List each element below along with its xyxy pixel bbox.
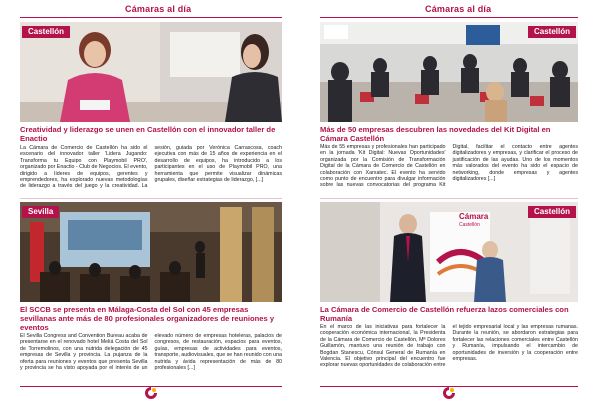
article-divider: [320, 198, 578, 199]
article-photo: [20, 22, 282, 122]
header-rule: [20, 17, 282, 18]
article-photo: [320, 202, 578, 302]
article-rumania[interactable]: [320, 202, 578, 382]
camara-logo-icon: [144, 386, 158, 400]
section-title: Cámaras al día: [125, 4, 192, 14]
article-body: Más de 55 empresas y profesionales han participado en la jornada 'Kit Digital: Nuevas Oportunidades' organizada por la Comisión de Transformación Digital de la Cámara de Comercio de Castellón en colaboración con Xarxatec. El evento ha servido como punto de encuentro para divulgar información sobre las nuevas convocatorias del programa Kit Digital, facilitar el contacto entre agentes digitalizadores y empresas, y clarificar el proceso de justificación de las ayudas. Uno de los momentos más valorados del evento ha sido el espacio de networking, donde empresas y agentes digitalizadores [...]: [320, 144, 578, 189]
article-photo: [320, 22, 578, 122]
article-headline[interactable]: Más de 50 empresas descubren las novedades del Kit Digital en Cámara Castellón: [320, 125, 551, 143]
article-divider: [20, 198, 282, 199]
location-badge: Castellón: [528, 206, 576, 218]
section-title: Cámaras al día: [425, 4, 492, 14]
article-body: En el marco de las iniciativas para fortalecer la cooperación económica internacional, la Presidenta de la Cámara de Comercio de Castellón, Mª Dolores Guillamón, mantuvo una reunión de trabajo con Bogdan Stanescu, Cónsul General de Rumanía en Valencia. El objetivo principal del encuentro fue explorar nuevas oportunidades de colaboración entre el tejido empresarial local y las empresas rumanas. Durante la reunión, se abordaron estrategias para fortalecer las relaciones comerciales entre Castellón y Rumanía, impulsando el intercambio de oportunidades de inversión y la cooperación entre empresas.: [320, 324, 578, 369]
article-body: La Cámara de Comercio de Castellón ha sido el escenario del innovador taller 'Lidera Jugando: Transforma tu Equipo con Playmobil PRO', organizado por Enactio - Club de Negocios. El evento, dirigido a líderes de equipos, gerentes y emprendedores, ha explorado nuevas metodologías de liderazgo a través del juego y la creatividad. La sesión, guiada por Verónica Carrascosa, coach ejecutiva con más de 15 años de experiencia en el desarrollo de equipos, ha introducido a los participantes en el uso de Playmobil PRO, una herramienta que permite visualizar dinámicas grupales, diseñar estrategias de liderazgo, [...]: [20, 145, 282, 190]
article-creatividad[interactable]: [20, 22, 282, 198]
photo-sign: Cámara: [459, 212, 489, 221]
right-page: [300, 0, 600, 406]
article-headline[interactable]: La Cámara de Comercio de Castellón refuerza lazos comerciales con Rumanía: [320, 305, 569, 323]
article-headline[interactable]: Creatividad y liderazgo se unen en Castellón con el innovador taller de Enactio: [20, 125, 276, 143]
article-headline[interactable]: El SCCB se presenta en Málaga-Costa del Sol con 45 empresas sevillanas ante más de 80 profesionales organizadores de reuniones y eventos: [20, 305, 275, 332]
article-sccb[interactable]: [20, 202, 282, 382]
location-badge: Sevilla: [22, 206, 59, 218]
article-kit-digital[interactable]: [320, 22, 578, 198]
article-body: El Sevilla Congress and Convention Bureau acaba de presentarse en el renovado hotel Meliá Costa del Sol de Torremolinos, con una nutrida delegación de 45 empresas de Sevilla y provincia. La pujanza de la oferta para reuniones y eventos que presenta Sevilla y provincia se ha visto apoyada por el interés de un elevado número de empresas hoteleras, palacios de congresos, de restauración, espacios para eventos, guías, empresas de actividades para eventos, transporte, audiovisuales, que se han reunido con una nutrida y ávida representación de más de 80 profesionales [...]: [20, 333, 283, 372]
photo-sign-sub: Castellón: [459, 222, 480, 228]
location-badge: Castellón: [22, 26, 70, 38]
article-photo: [20, 202, 282, 302]
location-badge: Castellón: [528, 26, 576, 38]
camara-logo-icon: [442, 386, 456, 400]
header-rule: [320, 17, 578, 18]
